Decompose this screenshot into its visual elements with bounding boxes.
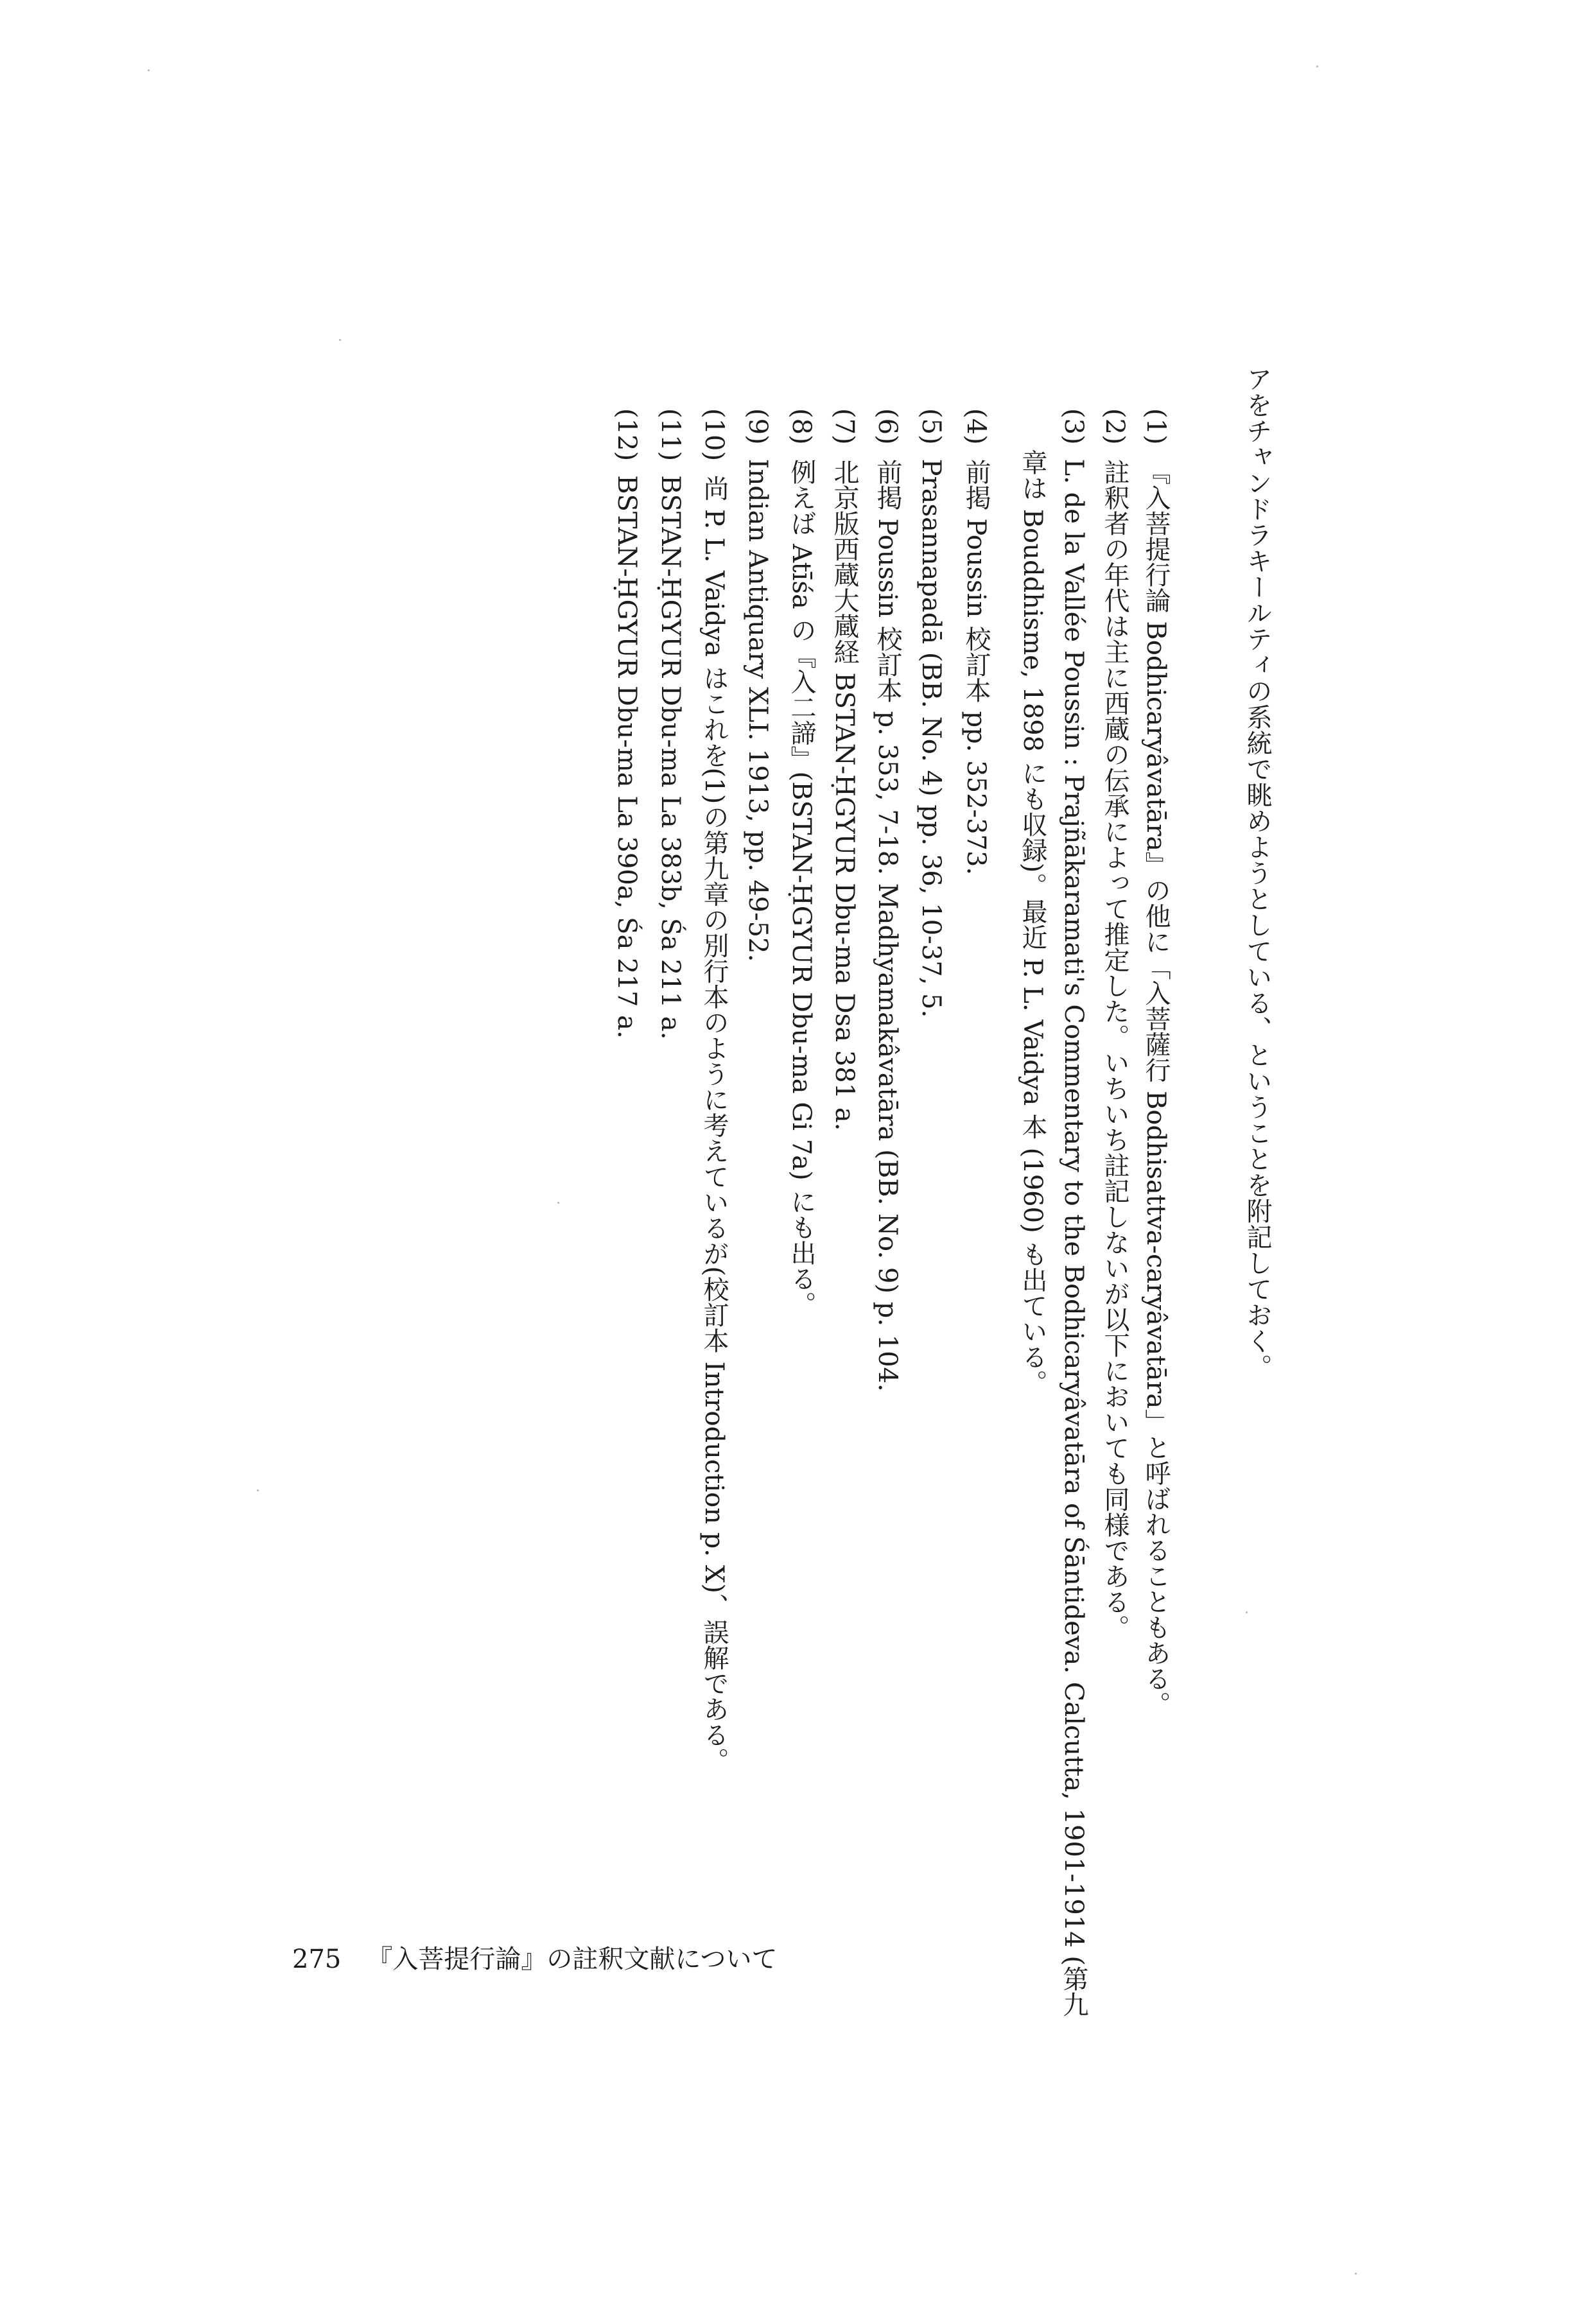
note-text: 例えば Atīśa の『入二諦』(BSTAN-ḤGYUR Dbu-ma Gi 7a) にも出る。 xyxy=(787,458,816,1317)
note-text: L. de la Vallée Poussin : Prajñākaramati's Commentary to the Bodhicaryâvatāra of Śāntideva. Calcutta, 1901-1914 (第九 xyxy=(1059,458,1088,2018)
note-11 xyxy=(658,408,683,1039)
note-7 xyxy=(832,408,857,1131)
note-8 xyxy=(789,408,814,1317)
note-3-continuation: 章は Bouddhisme, 1898 にも収録)。最近 P. L. Vaidya 本 (1960) も出ている。 xyxy=(1018,449,1047,1396)
note-5 xyxy=(918,408,944,1018)
note-number: (4) xyxy=(961,408,991,445)
note-number: (1) xyxy=(1141,408,1171,445)
scan-speck xyxy=(557,1202,559,1204)
note-10 xyxy=(701,408,727,1773)
running-title: 『入菩提行論』の註釈文献について xyxy=(367,1945,778,1974)
note-6 xyxy=(875,408,900,1392)
note-text: BSTAN-ḤGYUR Dbu-ma La 383b, Śa 211 a. xyxy=(656,475,685,1040)
note-text: 註釈者の年代は主に西蔵の伝承によって推定した。いちいち註記しないが以下においても同様である。 xyxy=(1100,458,1129,1640)
note-9 xyxy=(745,408,771,962)
page-footer xyxy=(292,1939,778,1975)
note-number: (9) xyxy=(743,408,772,445)
note-text: 前掲 Poussin 校訂本 p. 353, 7-18. Madhyamakâvatāra (BB. No. 9) p. 104. xyxy=(873,458,902,1392)
note-2 xyxy=(1102,408,1128,1640)
note-1 xyxy=(1143,408,1169,1717)
scan-speck xyxy=(1355,2273,1357,2275)
scan-speck xyxy=(148,69,150,71)
scan-speck xyxy=(1246,1611,1248,1613)
note-number: (10) xyxy=(699,408,729,462)
note-text: BSTAN-ḤGYUR Dbu-ma La 390a, Śa 217 a. xyxy=(612,475,641,1039)
note-4 xyxy=(963,408,989,875)
page-number: 275 xyxy=(292,1945,342,1974)
scan-speck xyxy=(339,339,341,341)
note-number: (3) xyxy=(1059,408,1088,445)
note-number: (5) xyxy=(916,408,946,445)
note-text: 尚 P. L. Vaidya はこれを(1)の第九章の別行本のように考えているが(校訂本 Introduction p. X)、誤解である。 xyxy=(699,475,729,1773)
note-text: 『入菩提行論 Bodhicaryâvatāra』の他に「入菩薩行 Bodhisattva-caryâvatāra」と呼ばれることもある。 xyxy=(1141,458,1171,1717)
note-text: 北京版西蔵大蔵経 BSTAN-ḤGYUR Dbu-ma Dsa 381 a. xyxy=(830,458,859,1131)
note-3 xyxy=(1061,408,1086,2017)
note-number: (8) xyxy=(787,408,816,445)
note-number: (2) xyxy=(1100,408,1129,445)
note-12 xyxy=(614,408,640,1039)
note-number: (7) xyxy=(830,408,859,445)
intro-line: アをチャンドラキールティの系統で眺めようとしている、ということを附記しておく。 xyxy=(1242,366,1272,1380)
scan-speck xyxy=(1316,65,1318,67)
note-text: 前掲 Poussin 校訂本 pp. 352-373. xyxy=(961,458,991,876)
note-text: Prasannapadā (BB. No. 4) pp. 36, 10-37, 5. xyxy=(916,458,946,1018)
note-number: (11) xyxy=(656,408,685,462)
note-number: (12) xyxy=(612,408,641,462)
scan-speck xyxy=(257,1489,259,1491)
note-number: (6) xyxy=(873,408,902,445)
note-text: Indian Antiquary XLI. 1913, pp. 49-52. xyxy=(743,458,772,962)
